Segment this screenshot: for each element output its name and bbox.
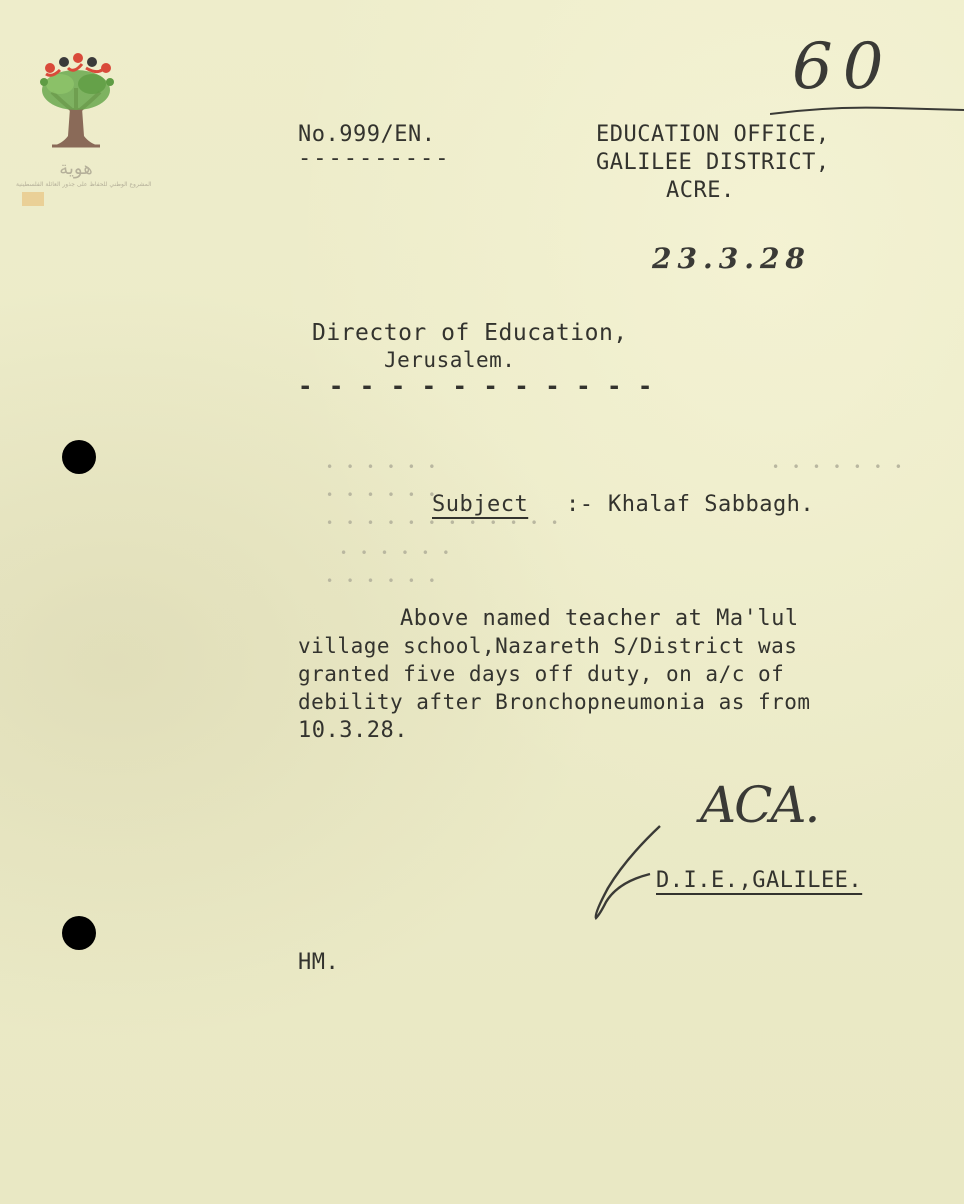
punch-hole: [62, 440, 96, 474]
reference-underline: ----------: [298, 146, 451, 171]
handwritten-date: 23.3.28: [652, 242, 811, 275]
faint-dots-row: • • • • • • •: [772, 460, 905, 474]
body-line-4: debility after Bronchopneumonia as from: [298, 690, 811, 714]
family-tree-icon: [16, 48, 136, 158]
handwritten-initials: ACA.: [700, 776, 819, 834]
archive-logo: [16, 48, 152, 228]
archive-logo-tagline: المشروع الوطني للحفاظ على جذور العائلة الفلسطينية: [16, 181, 152, 188]
faint-dots-row: • • • • • •: [326, 488, 439, 502]
signature-flourish: [586, 818, 666, 928]
signature-title: D.I.E.,GALILEE.: [656, 868, 863, 893]
typist-initials: HM.: [298, 950, 340, 975]
faint-dots-row: • • • • • •: [326, 574, 439, 588]
handwritten-page-number: 60: [792, 30, 894, 104]
subject-separator: :-: [566, 492, 594, 517]
body-line-5: 10.3.28.: [298, 718, 408, 743]
faint-dots-row: • • • • • •: [340, 546, 453, 560]
logo-color-mark: [22, 192, 44, 206]
addressee-line-1: Director of Education,: [312, 320, 628, 346]
archive-logo-name: هوية: [59, 158, 93, 179]
sender-line-2: GALILEE DISTRICT,: [596, 150, 830, 175]
body-line-1: Above named teacher at Ma'lul: [400, 606, 799, 631]
body-line-2: village school,Nazareth S/District was: [298, 634, 798, 658]
subject-label: Subject: [432, 492, 529, 517]
faint-dots-row: • • • • • •: [326, 460, 439, 474]
page-number-underline: [770, 100, 964, 120]
sender-line-1: EDUCATION OFFICE,: [596, 122, 830, 147]
reference-number: No.999/EN.: [298, 122, 436, 147]
sender-line-3: ACRE.: [666, 178, 735, 203]
body-line-3: granted five days off duty, on a/c of: [298, 662, 785, 686]
punch-hole: [62, 916, 96, 950]
addressee-line-2: Jerusalem.: [384, 348, 516, 372]
addressee-underline: - - - - - - - - - - - -: [298, 372, 654, 400]
faint-dots-row: • • • • • • • • • • • •: [326, 516, 562, 530]
subject-value: Khalaf Sabbagh.: [608, 492, 815, 517]
